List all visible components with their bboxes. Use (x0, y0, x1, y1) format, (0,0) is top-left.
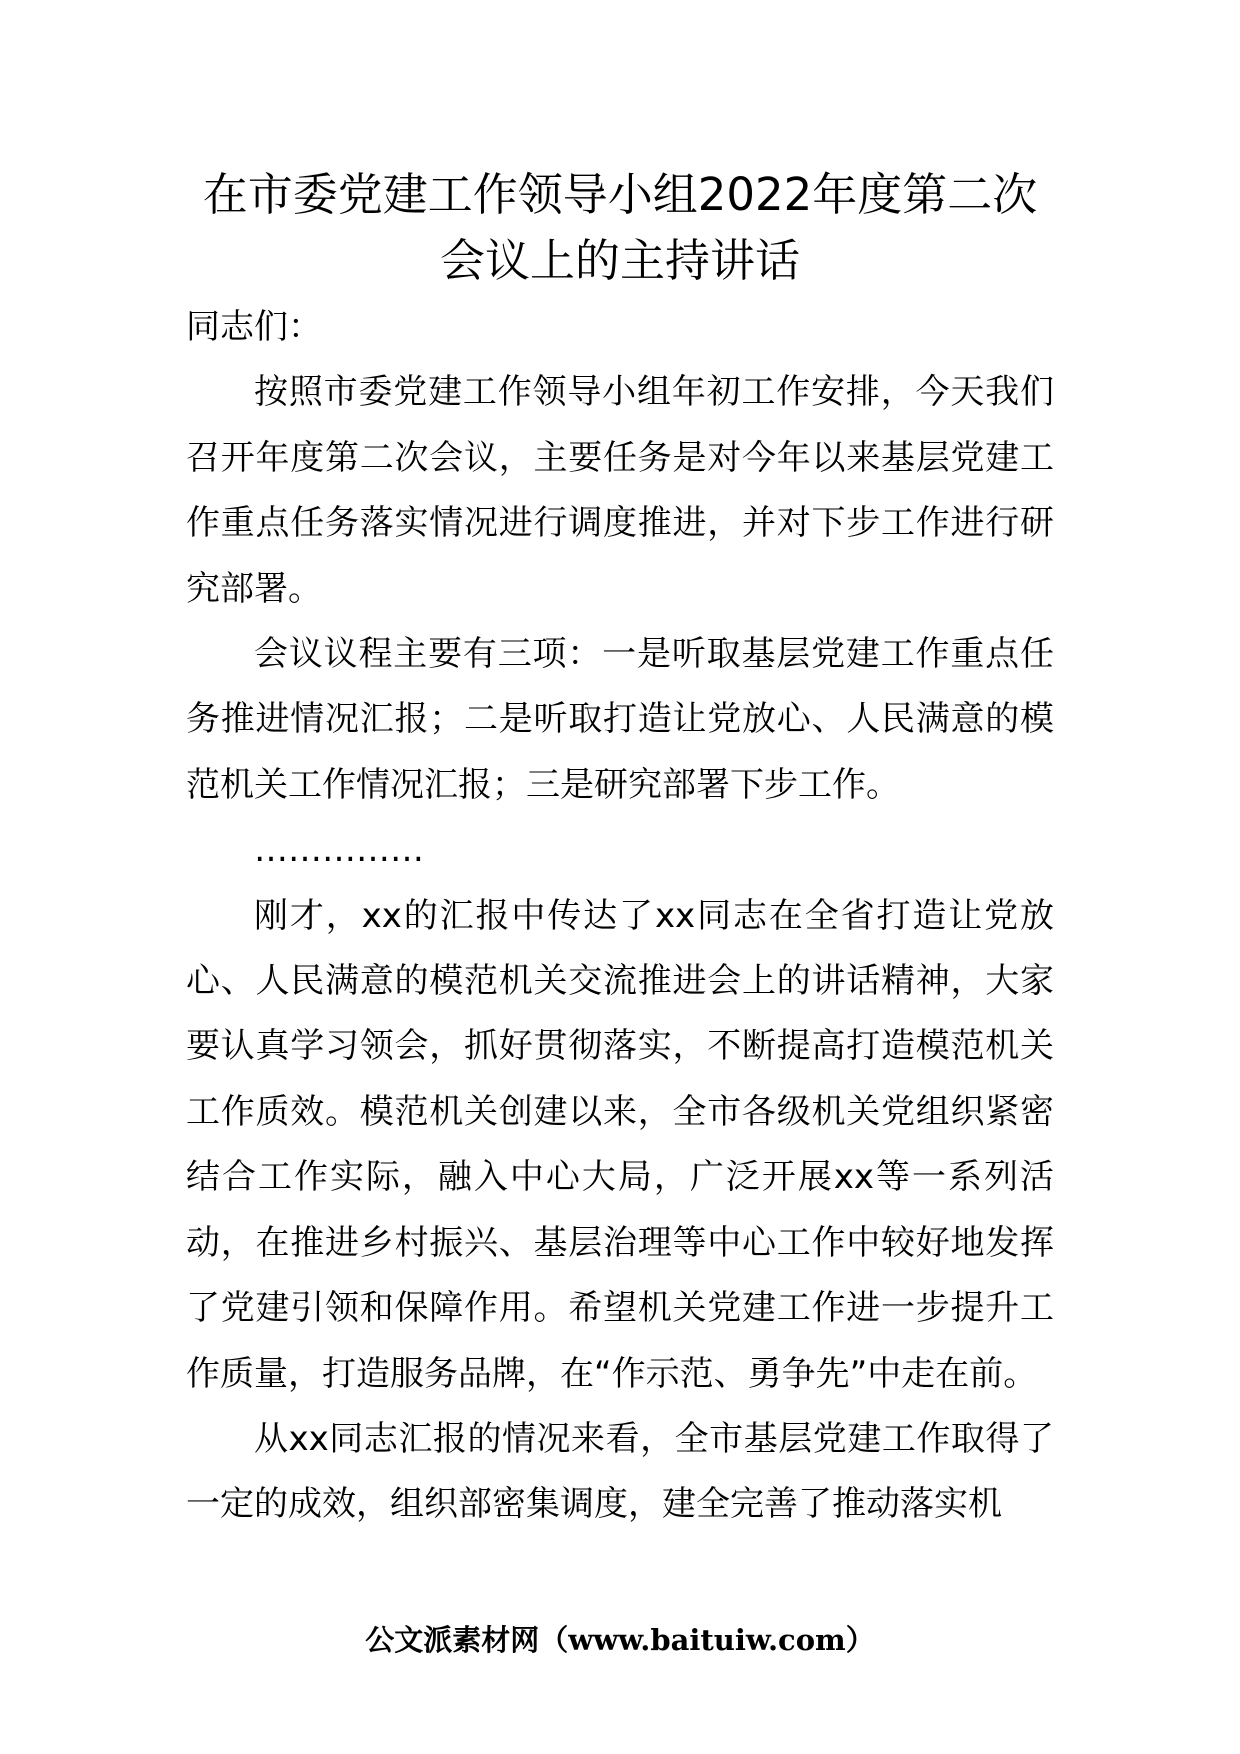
document-title (186, 162, 1054, 294)
paragraph-4: 从xx同志汇报的情况来看，全市基层党建工作取得了一定的成效，组织部密集调度，建全完善了推动落实机 (186, 1418, 1054, 1525)
paragraph-1: 按照市委党建工作领导小组年初工作安排，今天我们召开年度第二次会议，主要任务是对今年以来基层党建工作重点任务落实情况进行调度推进，并对下步工作进行研究部署。 (186, 372, 1054, 609)
salutation: 同志们： (186, 307, 322, 347)
watermark-footer: 公文派素材网（www.baituiw.com） (365, 1623, 875, 1657)
paragraph-2: 会议议程主要有三项：一是听取基层党建工作重点任务推进情况汇报；二是听取打造让党放心、人民满意的模范机关工作情况汇报；三是研究部署下步工作。 (186, 634, 1054, 805)
title-line-2: 会议上的主持讲话 (439, 234, 800, 287)
paragraph-3: 刚才，xx的汇报中传达了xx同志在全省打造让党放心、人民满意的模范机关交流推进会上的讲话精神，大家要认真学习领会，抓好贯彻落实，不断提高打造模范机关工作质效。模范机关创建以来，全市各级机关党组织紧密结合工作实际，融入中心大局，广泛开展xx等一系列活动，在推进乡村振兴、基层治理等中心工作中较好地发挥了党建引领和保障作用。希望机关党建工作进一步提升工作质量，打造服务品牌，在“作示范、勇争先”中走在前。 (186, 895, 1054, 1394)
title-line-1: 在市委党建工作领导小组2022年度第二次 (202, 168, 1038, 221)
ellipsis-line: …………… (254, 830, 424, 871)
document-body (186, 295, 1054, 1538)
